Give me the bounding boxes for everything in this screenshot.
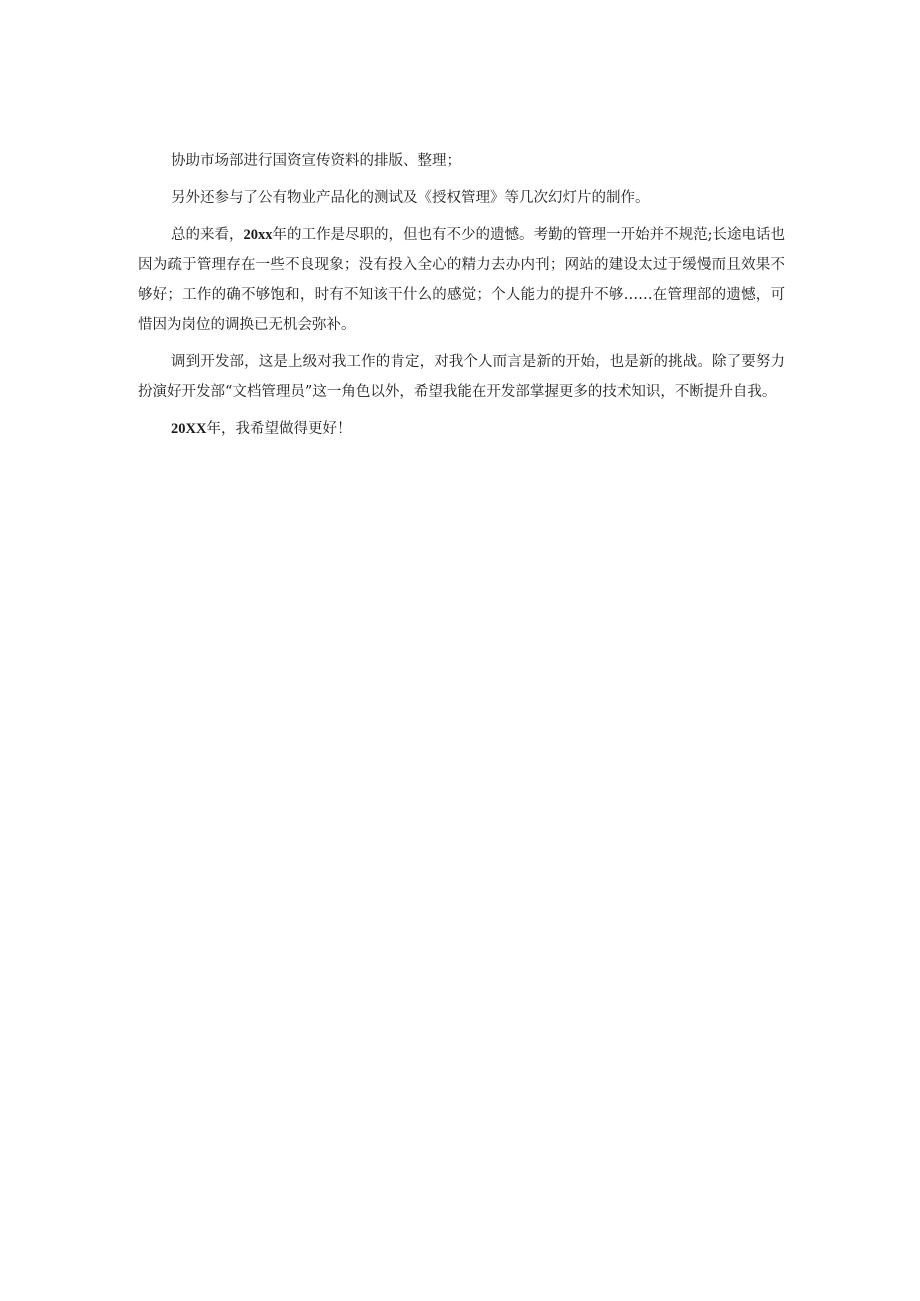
- paragraph-text: 另外还参与了公有物业产品化的测试及《授权管理》等几次幻灯片的制作。: [171, 190, 650, 206]
- year-bold: 20XX: [171, 421, 207, 437]
- paragraph-lead-text: 总的来看，: [171, 227, 244, 243]
- paragraph-text: 调到开发部，这是上级对我工作的肯定，对我个人而言是新的开始，也是新的挑战。除了要努力扮演好开发部“文档管理员”这一角色以外，希望我能在开发部掌握更多的技术知识，不断提升自我。: [138, 354, 785, 400]
- paragraph-3: [138, 220, 785, 340]
- paragraph-2: [138, 183, 785, 213]
- paragraph-1: [138, 146, 785, 176]
- paragraph-text: 协助市场部进行国资宣传资料的排版、整理；: [171, 153, 461, 169]
- year-bold: 20xx: [243, 227, 273, 243]
- paragraph-text: 年，我希望做得更好！: [206, 421, 352, 437]
- paragraph-text: 年的工作是尽职的，但也有不少的遗憾。考勤的管理一开始并不规范;长途电话也因为疏于管理存在一些不良现象；没有投入全心的精力去办内刊；网站的建设太过于缓慢而且效果不够好；工作的确不够饱和，时有不知该干什么的感觉；个人能力的提升不够……在管理部的遗憾，可惜因为岗位的调换已无机会弥补。: [138, 227, 785, 333]
- paragraph-5: [138, 414, 785, 444]
- paragraph-4: [138, 347, 785, 407]
- document-body: [138, 146, 785, 451]
